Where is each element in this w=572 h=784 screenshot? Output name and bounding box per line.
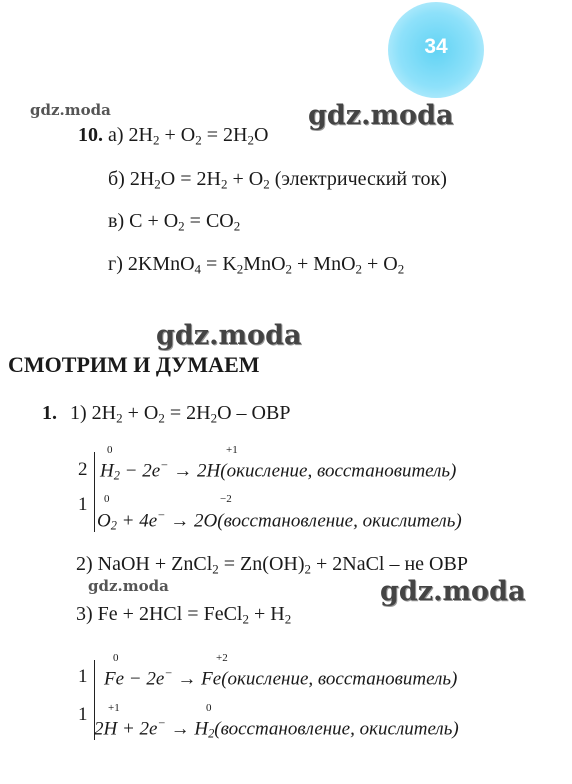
balance-coefficient: 1 [78,666,88,687]
task-number: 1. [42,402,57,424]
oxidation-state: +2 [216,652,228,664]
watermark: gdz.moda [156,320,302,351]
watermark: gdz.moda [30,101,111,119]
oxidation-state: +1 [226,444,238,456]
half-reaction-oxidation: $H_2 - 2e^-$ → 2H(окисление, восстановитель) [100,458,457,483]
balance-coefficient: 2 [78,459,88,480]
oxidation-state: 0 [104,493,110,505]
task10-line-c: в) $C + O_2 = CO_2$ [108,210,241,234]
watermark: gdz.moda [380,576,526,607]
page-number: 34 [424,35,448,58]
task1-reaction-1: 1. 1) $2H_2 + O_2 = 2H_2O$ – ОВР [42,402,291,426]
oxidation-state: 0 [206,702,212,714]
oxidation-state: 0 [107,444,113,456]
balance-coefficient: 1 [78,494,88,515]
task10-line-d: г) 2KMnO$_4$ = $K_2MnO_2 + MnO_2 + O_2$ [108,253,405,277]
oxidation-state: 0 [113,652,119,664]
task-number: 10. [78,124,103,146]
balance-coefficient: 1 [78,704,88,725]
oxidation-state: +1 [108,702,120,714]
half-reaction-reduction: $2H + 2e^- \to H_2(восстановление$, окислитель) [94,716,459,741]
page-number-badge [388,2,484,98]
balance-divider [94,452,95,532]
section-heading: СМОТРИМ И ДУМАЕМ [8,352,260,377]
half-reaction-reduction: $O_2 + 4e^-$ → 2O(восстановление, окислитель) [97,508,462,533]
half-reaction-oxidation: Fe − 2e− → Fe(окисление, восстановитель) [104,666,458,690]
task1-reaction-2: 2) NaOH + ZnCl$_2$ = $Zn(OH)_2$ + 2NaCl – не ОВР [76,553,468,577]
task1-reaction-3: 3) Fe + 2HCl = FeCl$_2$ + $H_2$ [76,603,292,627]
task10-line-a: 10. а) $2H_2 + O_2 = 2H_2O$ [78,124,269,148]
watermark: gdz.moda [88,577,169,595]
watermark: gdz.moda [308,100,454,131]
task10-line-b: б) $2H_2O = 2H_2 + O_2$ (электрический ток) [108,168,447,192]
oxidation-state: −2 [220,493,232,505]
